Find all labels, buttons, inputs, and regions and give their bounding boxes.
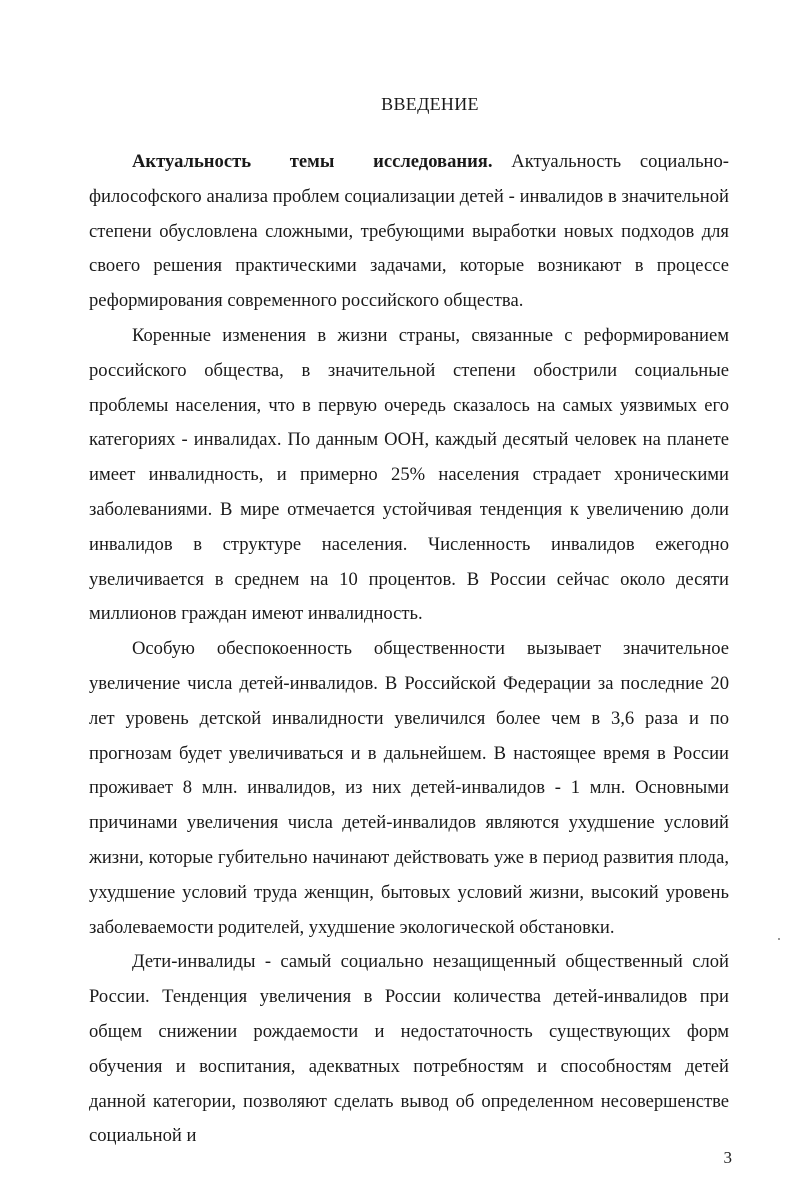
section-heading: ВВЕДЕНИЕ xyxy=(381,94,479,114)
paragraph: Особую обеспокоенность общественности вызывает значительное увеличение числа детей-инвалидов. В Российской Федерации за последние 20 лет уровень детской инвалидности увеличился более чем в 3,6 раза и по прогнозам будет увеличиваться и в дальнейшем. В настоящее время в России проживает 8 млн. инвалидов, из них детей-инвалидов - 1 млн. Основными причинами увеличения числа детей-инвалидов являются ухудшение условий жизни, которые губительно начинают действовать уже в период развития плода, ухудшение условий труда женщин, бытовых условий жизни, высокий уровень заболеваемости родителей, ухудшение экологической обстановки. xyxy=(89,638,729,938)
body-text xyxy=(89,145,729,1154)
paragraph-text: Актуальность социально-философского анализа проблем социализации детей - инвалидов в значительной степени обусловлена сложными, требующими выработки новых подходов для своего решения практическими задачами, которые возникают в процессе реформирования современного российского общества. xyxy=(89,151,729,312)
paragraph-lead: Актуальность темы исследования. xyxy=(132,151,493,172)
scan-speck xyxy=(778,938,780,940)
page-number: 3 xyxy=(723,1148,732,1167)
paragraph xyxy=(89,145,729,319)
paragraph: Дети-инвалиды - самый социально незащищенный общественный слой России. Тенденция увеличения в России количества детей-инвалидов при общем снижении рождаемости и недостаточность существующих форм обучения и воспитания, адекватных потребностям и способностям детей данной категории, позволяют сделать вывод об определенном несовершенстве социальной и xyxy=(89,951,729,1147)
paragraph: Коренные изменения в жизни страны, связанные с реформированием российского общества, в значительной степени обострили социальные проблемы населения, что в первую очередь сказалось на самых уязвимых его категориях - инвалидах. По данным ООН, каждый десятый человек на планете имеет инвалидность, и примерно 25% населения страдает хроническими заболеваниями. В мире отмечается устойчивая тенденция к увеличению доли инвалидов в структуре населения. Численность инвалидов ежегодно увеличивается в среднем на 10 процентов. В России сейчас около десяти миллионов граждан имеют инвалидность. xyxy=(89,324,729,625)
